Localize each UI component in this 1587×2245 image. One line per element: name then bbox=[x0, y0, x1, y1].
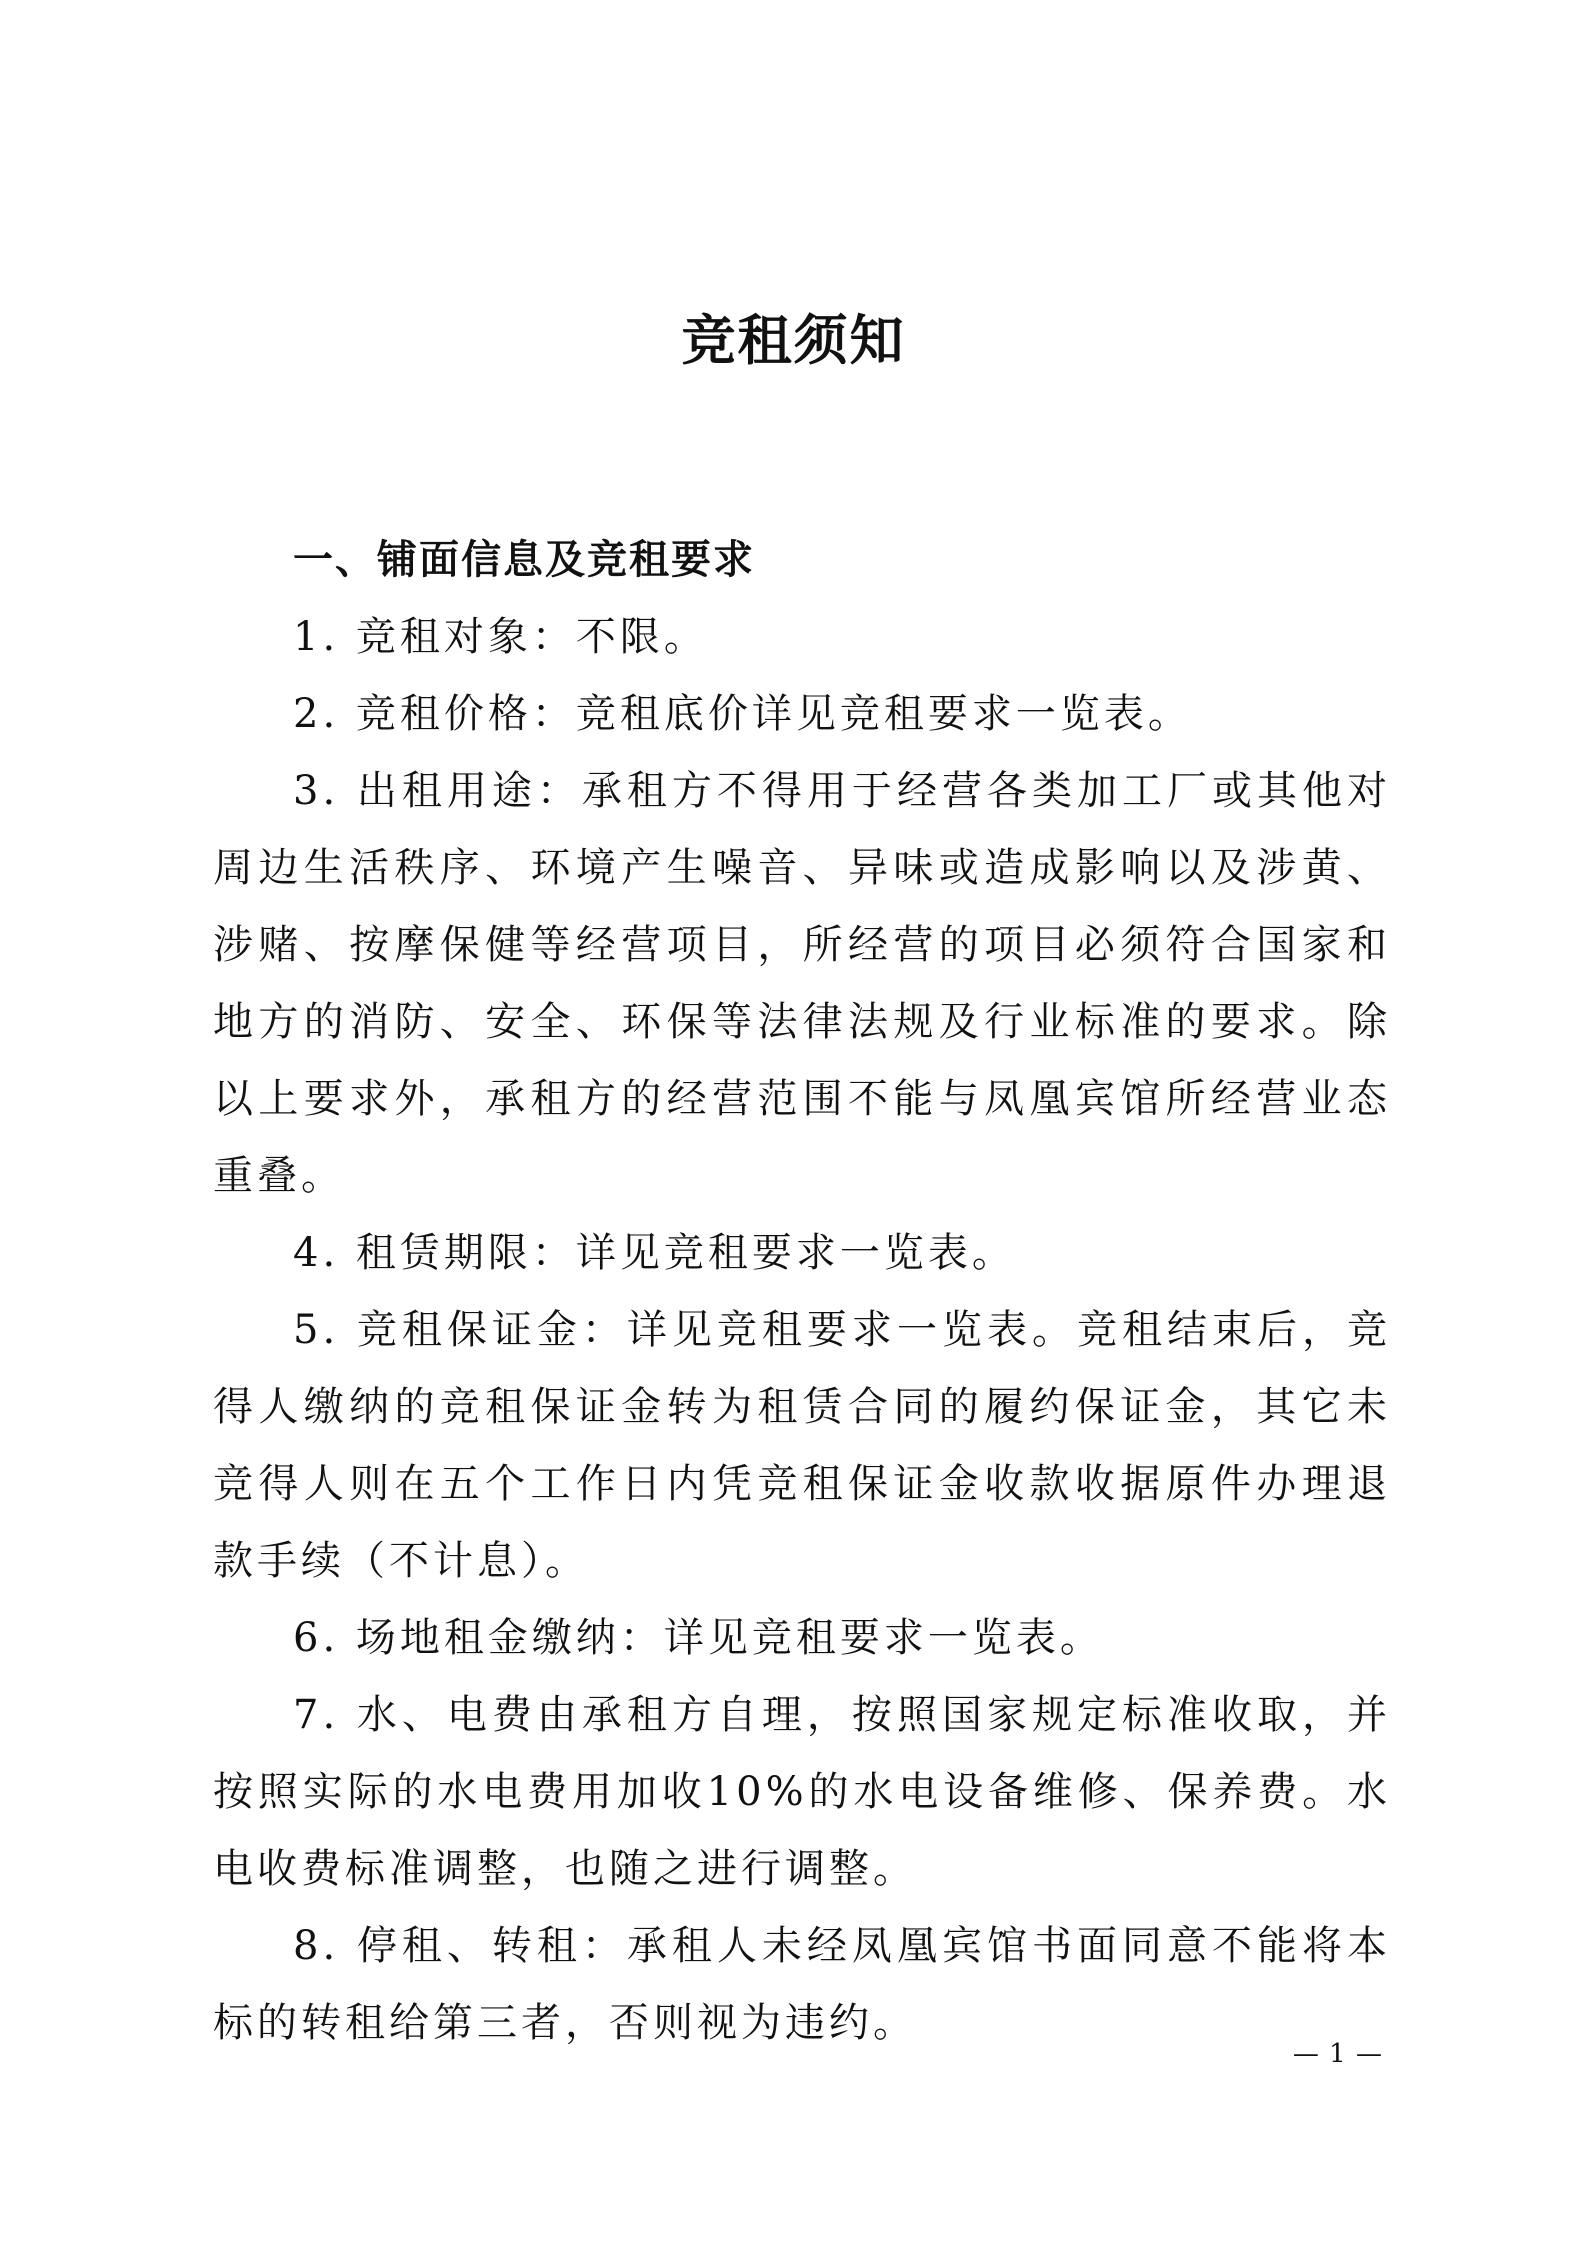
document-body bbox=[213, 522, 1391, 2062]
item-6-paragraph: 6. 场地租金缴纳：详见竞租要求一览表。 bbox=[293, 1615, 1104, 1661]
item-2-paragraph: 2. 竞租价格：竞租底价详见竞租要求一览表。 bbox=[293, 691, 1192, 737]
document-title: 竞租须知 bbox=[681, 308, 906, 372]
item-8-paragraph: 8. 停租、转租：承租人未经凤凰宾馆书面同意不能将本标的转租给第三者，否则视为违约。 bbox=[213, 1923, 1391, 2046]
section-heading: 一、铺面信息及竞租要求 bbox=[293, 537, 755, 583]
item-5-paragraph: 5. 竞租保证金：详见竞租要求一览表。竞租结束后，竞得人缴纳的竞租保证金转为租赁合同的履约保证金，其它未竞得人则在五个工作日内凭竞租保证金收款收据原件办理退款手续（不计息）。 bbox=[213, 1307, 1391, 1584]
item-4-paragraph: 4. 租赁期限：详见竞租要求一览表。 bbox=[293, 1230, 1016, 1276]
item-1-paragraph: 1. 竞租对象：不限。 bbox=[293, 614, 708, 660]
item-3-paragraph: 3. 出租用途：承租方不得用于经营各类加工厂或其他对周边生活秩序、环境产生噪音、异味或造成影响以及涉黄、涉赌、按摩保健等经营项目，所经营的项目必须符合国家和地方的消防、安全、环保等法律法规及行业标准的要求。除以上要求外，承租方的经营范围不能与凤凰宾馆所经营业态重叠。 bbox=[213, 768, 1391, 1199]
page-number: — 1 — bbox=[1292, 2039, 1383, 2069]
item-7-paragraph: 7. 水、电费由承租方自理，按照国家规定标准收取，并按照实际的水电费用加收10%的水电设备维修、保养费。水电收费标准调整，也随之进行调整。 bbox=[213, 1692, 1391, 1892]
